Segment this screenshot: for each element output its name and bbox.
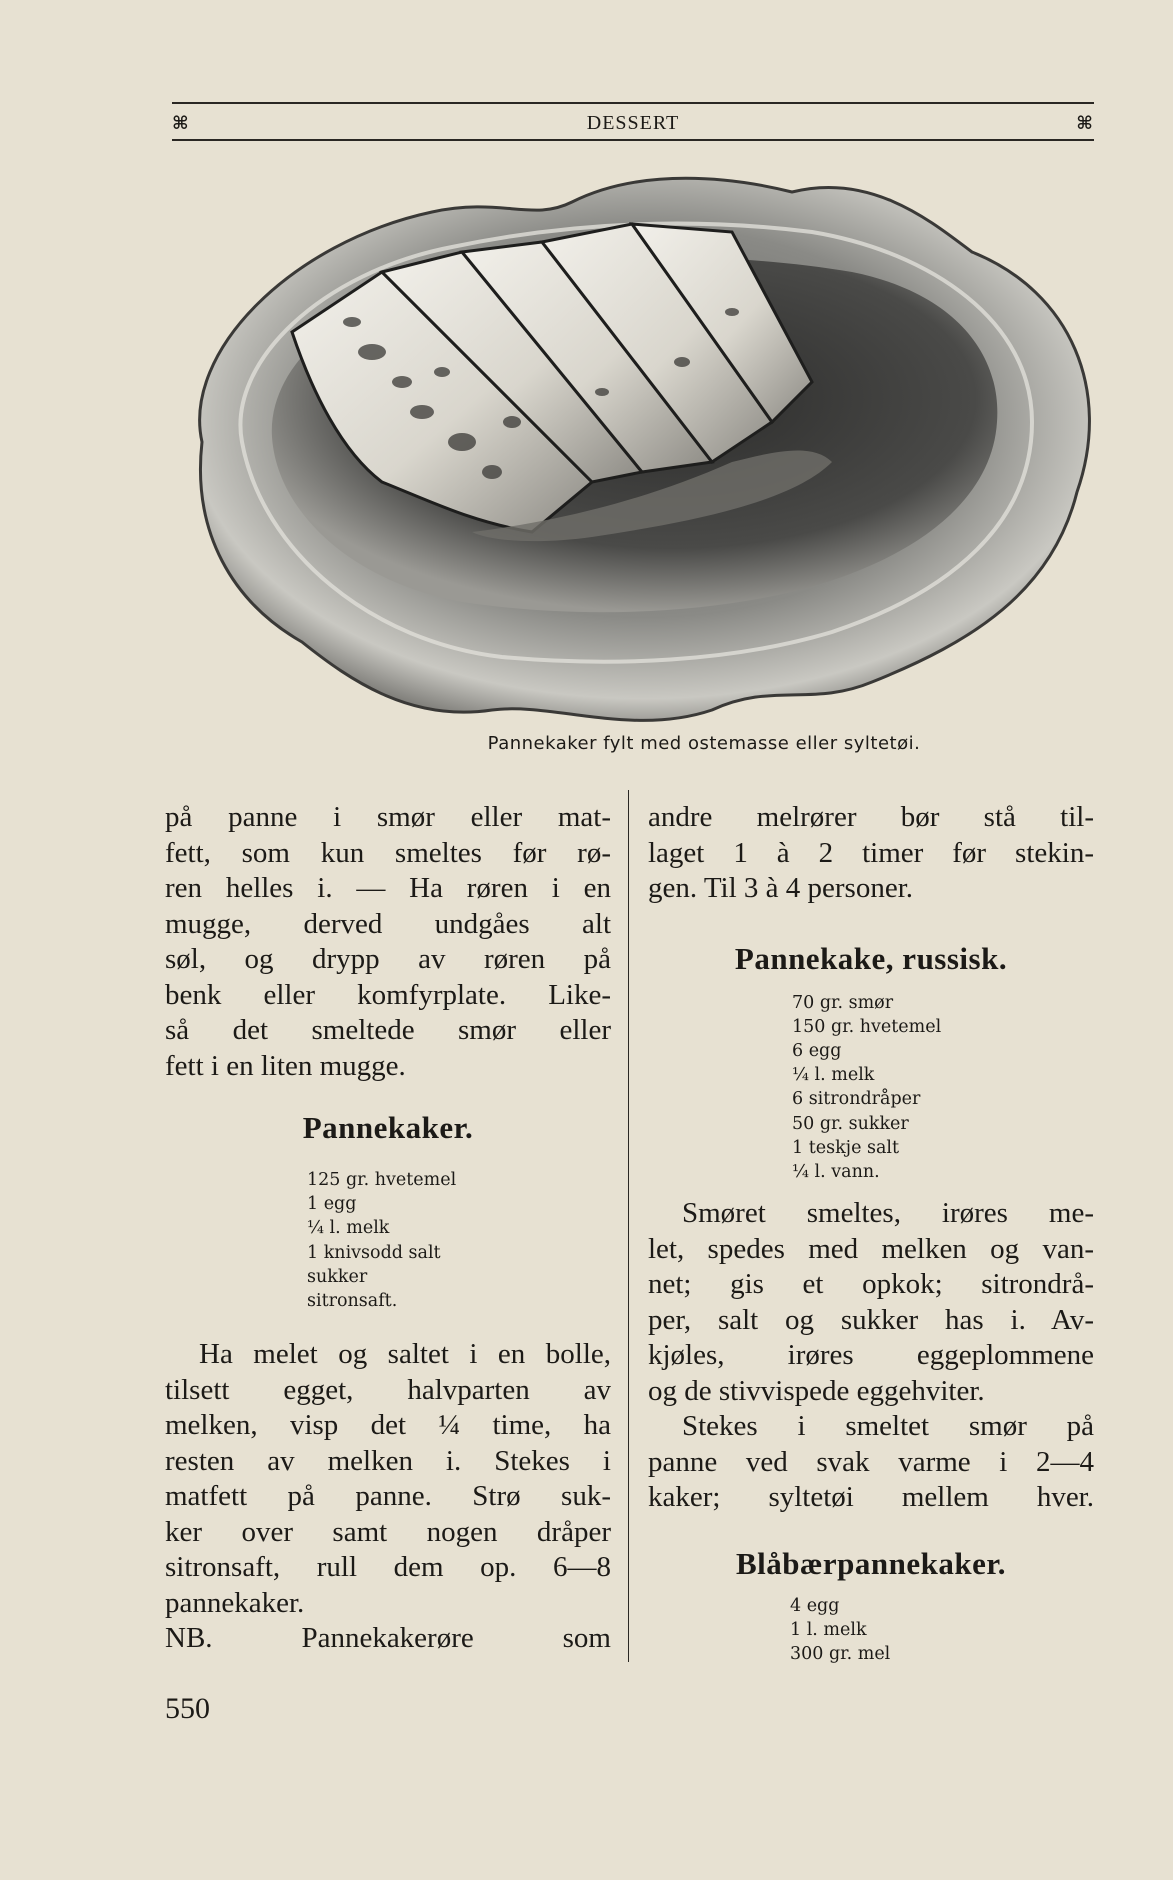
text-line: panne ved svak varme i 2—4 [648, 1445, 1094, 1478]
text-line: sitronsaft, rull dem op. 6—8 [165, 1551, 611, 1584]
text-line: mugge, derved undgåes alt [165, 907, 611, 940]
text-line: og de stivvispede eggehviter. [648, 1374, 985, 1407]
text-line: andre melrører bør stå til- [648, 801, 1094, 833]
ingredient-item: 4 egg [790, 1595, 840, 1616]
text-line: tilsett egget, halvparten av [165, 1373, 611, 1406]
pancake-platter-photo [172, 162, 1096, 722]
header-rule-bottom [172, 139, 1094, 141]
text-line: melken, visp det ¼ time, ha [165, 1409, 611, 1442]
text-line: så det smeltede smør eller [165, 1014, 611, 1046]
text-line: Smøret smeltes, irøres me- [682, 1197, 1094, 1230]
header-right-ornament: ⌘ [1076, 112, 1094, 134]
text-line: Stekes i smeltet smør på [682, 1410, 1094, 1443]
text-line: kjøles, irøres eggeplommene [648, 1339, 1094, 1372]
ingredient-list-russisk [792, 991, 1094, 1185]
photo-caption [172, 733, 1096, 754]
running-header [172, 108, 1094, 138]
ingredient-item: ¼ l. melk [307, 1218, 390, 1239]
text-line: NB. Pannekakerøre som [165, 1622, 611, 1655]
recipe-title-russisk: Pannekake, russisk. [734, 940, 1008, 976]
text-line: på panne i smør eller mat- [165, 801, 611, 833]
text-line: per, salt og sukker has i. Av- [648, 1303, 1094, 1336]
header-rule-top [172, 102, 1094, 104]
ingredient-item: 1 l. melk [790, 1619, 867, 1640]
recipe-title-pannekaker: Pannekaker. [302, 1110, 474, 1145]
recipe-title-blabaer: Blåbærpannekaker. [735, 1545, 1007, 1581]
text-line: gen. Til 3 à 4 personer. [648, 872, 914, 904]
method-paragraph-russisk [648, 1196, 1094, 1409]
header-left-ornament: ⌘ [172, 112, 190, 134]
text-line: laget 1 à 2 timer før stekin- [648, 836, 1094, 869]
ingredient-item: 1 knivsodd salt [307, 1242, 441, 1263]
method-paragraph-russisk-2 [648, 1409, 1094, 1516]
ingredient-item: 125 gr. hvetemel [307, 1170, 457, 1190]
ingredient-item: 6 sitrondråper [792, 1089, 921, 1110]
ingredient-item: 1 teskje salt [792, 1137, 900, 1158]
right-column [648, 800, 1094, 1666]
text-line: benk eller komfyrplate. Like- [165, 978, 611, 1011]
intro-paragraph-right [648, 800, 1094, 907]
text-line: net; gis et opkok; sitrondrå- [648, 1268, 1094, 1301]
text-line: let, spedes med melken og van- [648, 1232, 1094, 1265]
left-column [165, 800, 611, 1657]
text-line: ker over samt nogen dråper [165, 1515, 611, 1548]
text-line: Ha melet og saltet i en bolle, [199, 1338, 611, 1371]
column-divider [628, 790, 629, 1662]
text-line: fett i en liten mugge. [165, 1049, 406, 1082]
caption-text: Pannekaker fylt med ostemasse eller syltetøi. [487, 733, 921, 754]
ingredient-item: 6 egg [792, 1040, 842, 1061]
header-title: DESSERT [586, 111, 680, 134]
ingredient-item: 70 gr. smør [792, 992, 894, 1013]
text-line: søl, og drypp av røren på [165, 943, 611, 975]
text-line: pannekaker. [165, 1586, 305, 1619]
ingredient-item: ¼ l. vann. [792, 1161, 880, 1182]
text-line: ren helles i. — Ha røren i en [165, 872, 611, 904]
page-number: 550 [165, 1692, 210, 1725]
text-line: kaker; syltetøi mellem hver. [648, 1481, 1094, 1514]
ingredient-item: 300 gr. mel [790, 1644, 891, 1665]
ingredient-item: 1 egg [307, 1194, 357, 1215]
ingredient-item: 150 gr. hvetemel [792, 1016, 942, 1037]
text-line: resten av melken i. Stekes i [165, 1444, 611, 1477]
ingredient-item: sukker [307, 1266, 368, 1287]
ingredient-list-pannekaker [307, 1168, 611, 1313]
ingredient-item: ¼ l. melk [792, 1065, 875, 1086]
ingredient-item: 50 gr. sukker [792, 1113, 909, 1134]
method-paragraph-pannekaker [165, 1337, 611, 1657]
text-line: fett, som kun smeltes før rø- [165, 836, 611, 869]
ingredient-item: sitronsaft. [307, 1291, 398, 1312]
intro-paragraph-left [165, 800, 611, 1084]
ingredient-list-blabaer [790, 1594, 1094, 1667]
text-line: matfett på panne. Strø suk- [165, 1480, 611, 1513]
